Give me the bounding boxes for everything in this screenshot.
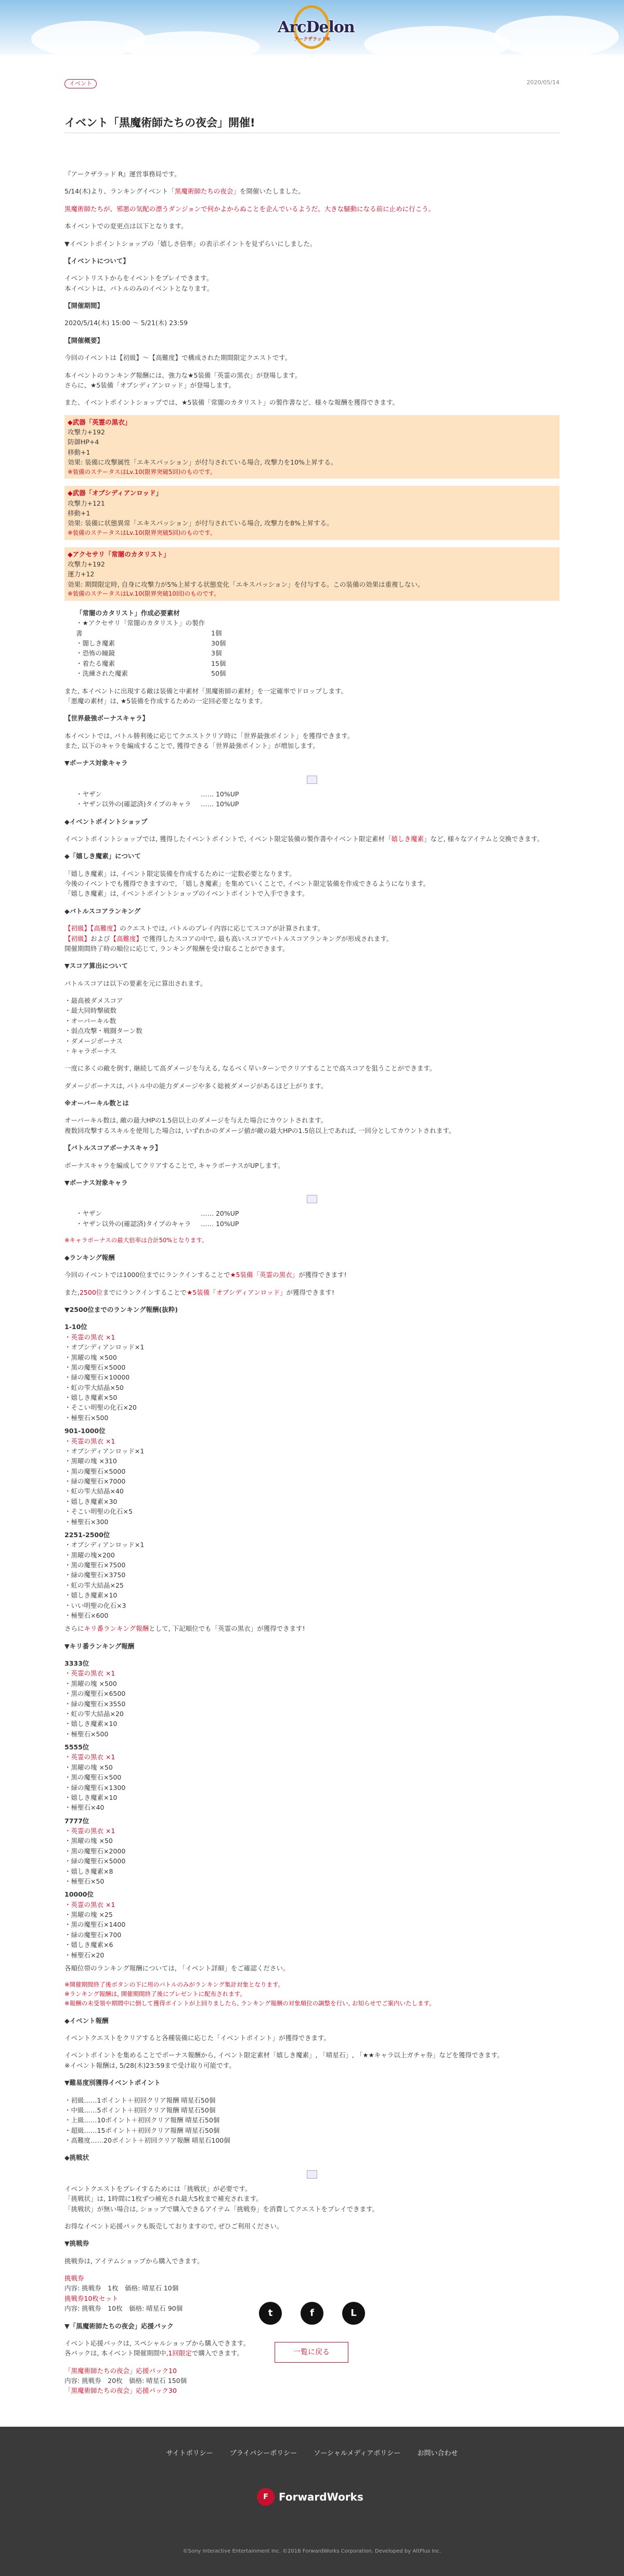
tier-item: ・オブシディアンロッド×1	[64, 1447, 145, 1455]
cloud	[125, 31, 260, 55]
tier-rank: 10000位	[64, 1890, 94, 1899]
ranking-note: ※ランキング報酬は, 開催期間終了後にプレゼントに配布されます。	[64, 1990, 246, 1998]
material-name: ・★アクセサリ「常闇のカタリスト」の製作書	[76, 619, 205, 637]
section-heading: 【開催期間】	[64, 302, 104, 310]
tier-item: ・黒曜の塊 ×50	[64, 1837, 113, 1845]
score-factor: ・最大同時撃破数	[64, 1007, 117, 1015]
tier-item: ・虹の雫大結晶×25	[64, 1581, 124, 1589]
tier-item: ・極聖石×20	[64, 1951, 105, 1959]
equip-stat: 攻撃力+192	[68, 428, 105, 436]
cloud	[364, 26, 510, 55]
tier-item: ・英霊の黒衣 ×1	[64, 1753, 115, 1761]
material-name: ・恐怖の瞳鏡	[76, 649, 115, 658]
tier	[64, 1742, 560, 1813]
tier-item: ・黒の魔聖石×5000	[64, 1467, 126, 1475]
material-count: 50個	[211, 669, 226, 678]
tier	[64, 1816, 560, 1887]
tier-rank: 2251-2500位	[64, 1530, 110, 1539]
pack-detail: 内容: 挑戦券 20枚 価格: 晴星石 150個	[64, 2377, 187, 2385]
section-heading: 【イベントについて】	[64, 256, 129, 265]
material-count: 30個	[211, 639, 226, 648]
section-heading: 【開催概要】	[64, 336, 104, 344]
tier-item: ・嬉しき魔素×10	[64, 1720, 118, 1728]
ranking-note: ※報酬の未受領や期間中に倒して獲得ポイントが上回りましたら, ランキング報酬の対象順位の調整を行い, お知らせでご案内いたします。	[64, 1999, 435, 2007]
copyright: ©Sony Interactive Entertainment Inc. ©2018 ForwardWorks Corporation. Developed by AltPlus Inc.	[183, 2548, 441, 2554]
tier-item: ・黒曜の塊 ×500	[64, 1679, 117, 1688]
intro-changes: 本イベントでの変更点は以下となります。	[64, 222, 188, 230]
score-bonus-chara-list	[76, 1208, 560, 1229]
overview-line: さらに、★5装備「オブシディアンロッド」が登場します。	[64, 381, 236, 389]
tier-item: ・緑の魔聖石×1300	[64, 1783, 126, 1792]
tier-item: ・嬉しき魔素×30	[64, 1497, 118, 1505]
bonus-row	[76, 789, 560, 799]
tier-item: ・極聖石×600	[64, 1611, 109, 1619]
bonus-row	[76, 799, 560, 809]
section-heading: ▼難易度別獲得イベントポイント	[64, 2079, 161, 2087]
bonus-chara-list	[76, 789, 560, 809]
logo-text: ArcDelon	[278, 18, 355, 36]
change-item: ▼イベントポイントショップの「嬉しさ倍率」の表示ポイントを見ずらいにしました。	[64, 239, 317, 248]
tier-item: ・極聖石×40	[64, 1804, 105, 1812]
score-bonus-chara-image	[307, 1195, 317, 1203]
intro: 5/14(木)より、ランキングイベント「黒魔術師たちの夜会」を開催いたしました。	[64, 187, 305, 196]
site-footer	[0, 2427, 624, 2576]
pack-line: 各パックは, 本イベント開催期間中,1回限定で購入できます。	[64, 2349, 243, 2358]
equip-effect: 効果: 装備に攻撃属性「エキスパッション」が付与されている場合, 攻撃力を10%上昇する。	[68, 458, 337, 467]
tier-item: ・嬉しき魔素×10	[64, 1591, 118, 1600]
equip-box	[64, 547, 560, 601]
equip-stat: 防御HP+4	[68, 438, 99, 446]
battle-line: 開催期間終了時の順位に応じて, ランキング報酬を受け取ることができます。	[64, 944, 289, 952]
score-factor-list	[64, 996, 560, 1056]
footer-link-social[interactable]: ソーシャルメディアポリシー	[314, 2450, 401, 2457]
forwardworks-logo[interactable]	[250, 2484, 374, 2510]
tier-item: ・黒曜の塊 ×310	[64, 1457, 117, 1465]
tier-item: ・緑の魔聖石×10000	[64, 1373, 130, 1382]
tier-rank: 3333位	[64, 1659, 89, 1667]
shop-line: イベントポイントショップでは, 獲得したイベントポイントで, イベント限定装備の製作書やイベント限定素材「嬉しき魔素」など, 様々なアイテムと交換できます。	[64, 834, 544, 843]
about-line: 本イベントは、バトルのみのイベントとなります。	[64, 284, 214, 292]
bonus-chara: ・ヤザン以外の(確認済)タイプのキャラ	[76, 800, 191, 808]
ticket-line: 挑戦券は, アイテムショップから購入できます。	[64, 2257, 204, 2265]
tier-item: ・嬉しき魔素×50	[64, 1394, 118, 1401]
equip-effect: 効果: 装備に状態異常「エキスパッション」が付与されている場合, 攻撃力を8%上昇する。	[68, 519, 333, 527]
tier-item: ・黒曜の塊 ×25	[64, 1911, 113, 1918]
tier-item: ・いい明聖の化石×3	[64, 1601, 126, 1609]
bonus-row	[76, 1219, 560, 1229]
tier-item: ・嬉しき魔素×10	[64, 1793, 118, 1801]
battle-line: 複数回攻撃するスキルを使用した場合は, いずれかのダメージ値が敵の最大HPの1.5倍以上であれば, 一回分としてカウントされます。	[64, 1126, 456, 1135]
tier	[64, 1889, 560, 1960]
overview-line: また、イベントポイントショップでは、★5装備「常闇のカタリスト」の製作書など、様々な報酬を獲得できます。	[64, 398, 399, 407]
bonus-chara: ・ヤザン以外の(確認済)タイプのキャラ	[76, 1219, 191, 1228]
kiriban-tiers	[64, 1658, 560, 1960]
tier-item: ・そこい明聖の化石×20	[64, 1403, 137, 1412]
tier-item: ・オブシディアンロッド×1	[64, 1343, 145, 1351]
tier-item: ・黒曜の塊 ×50	[64, 1763, 113, 1771]
tier-item: ・緑の魔聖石×3750	[64, 1571, 126, 1579]
tier-item: ・英霊の黒衣 ×1	[64, 1669, 115, 1678]
ticket-line: イベントクエストをプレイするためには「挑戦状」が必要です。	[64, 2184, 252, 2193]
shop-line: 「嬉しき魔素」は, イベントポイントショップのイベントポイントで入手できます。	[64, 890, 309, 898]
tier-item: ・オブシディアンロッド×1	[64, 1541, 145, 1549]
share-buttons	[259, 2302, 365, 2326]
material-row	[76, 648, 560, 658]
score-factor: ・最高被ダメスコア	[64, 997, 123, 1005]
bonus-rate: …… 20%UP	[201, 1209, 239, 1218]
material-name: ・洗練された魔素	[76, 669, 128, 678]
bonus-chara: ・ヤザン	[76, 1209, 102, 1218]
score-factor: ・オーバーキル数	[64, 1016, 116, 1025]
material-count: 1個	[211, 629, 222, 637]
tier-item: ・黒の魔聖石×1400	[64, 1921, 126, 1929]
first-clear-item: ・上級……10ポイント＋初回クリア報酬 晴星石50個	[64, 2116, 220, 2124]
facebook-icon[interactable]: f	[301, 2302, 323, 2325]
tier	[64, 1530, 560, 1620]
tier-item: ・虹の雫大結晶×20	[64, 1709, 124, 1718]
ranking-line: また,2500位までにランクインすることで★5装備「オブシディアンロッド」が獲得できます!	[64, 1288, 334, 1296]
equip-name: ◆アクセサリ「常闇のカタリスト」	[68, 550, 170, 558]
shop-line: 「嬉しき魔素」は, イベント限定装備を作成するために一定数必要となります。	[64, 869, 296, 878]
material-row	[76, 659, 560, 668]
section-heading: ▼ボーナス対象キャラ	[64, 1178, 128, 1187]
tier-item: ・黒の魔聖石×2000	[64, 1847, 126, 1855]
battle-line: 【初級】【高難度】のクエストでは, バトルのプレイ内容に応じてスコアが計算されます。	[64, 924, 324, 933]
tier-item: ・緑の魔聖石×3550	[64, 1699, 126, 1708]
bonus-rate: …… 10%UP	[201, 790, 239, 798]
material-count: 3個	[211, 649, 222, 658]
ranking-note: ※開催期間終了後ボタンの下に用のバトルのみがランキング集計対象となります。	[64, 1981, 284, 1989]
site-header	[0, 0, 624, 55]
tier-item: ・黒曜の塊×200	[64, 1551, 115, 1559]
overview-line: 本イベントのランキング報酬には、強力な★5装備「英霊の黒衣」が登場します。	[64, 371, 302, 379]
score-factor: ・キャラポーナス	[64, 1047, 116, 1055]
pack-name: 「黒魔術師たちの夜会」応援パック30	[64, 2387, 177, 2395]
equip-box	[64, 486, 560, 539]
cloud	[494, 16, 619, 55]
boost-line: また, 以下のキャラを編成することで, 獲得できる「世界最強ポイント」が増加します。	[64, 742, 319, 750]
section-heading: ◆ランキング報酬	[64, 1253, 115, 1261]
intro-story: 黒魔術師たちが、邪悪の気配の漂うダンジョンで何かよからぬことを企んでいるようだ。大きな騒動になる前に止めに行こう。	[64, 204, 435, 213]
material-count: 15個	[211, 659, 226, 667]
tier-item: ・英霊の黒衣 ×1	[64, 1333, 115, 1341]
tier-rank: 1-10位	[64, 1323, 87, 1331]
category-badge: イベント	[64, 79, 97, 88]
battle-line: オーバーキル数は, 敵の最大HPの1.5倍以上のダメージを与えた場合にカウントされます。	[64, 1116, 328, 1125]
article-body	[64, 169, 560, 2395]
battle-line: 【初級】および【高難度】で獲得したスコアの中で, 最も高いスコアでバトルスコアランキングが形成されます。	[64, 934, 393, 943]
ticket-product-detail: 内容: 挑戦券 1枚 価格: 晴星石 10個	[64, 2284, 179, 2292]
article-title: イベント「黒魔術師たちの夜会」開催!	[64, 117, 255, 129]
ticket-product: 挑戦券	[64, 2274, 84, 2283]
tier-item: ・虹の雫大結晶×40	[64, 1487, 124, 1496]
section-heading: ※オーバーキル数とは	[64, 1099, 129, 1107]
catalyst-heading: 「常闇のカタリスト」作成必要素材	[76, 609, 180, 617]
tier-item: ・黒の魔聖石×500	[64, 1773, 122, 1782]
tier	[64, 1658, 560, 1739]
tier-item: ・虹の雫大結晶×50	[64, 1383, 124, 1392]
drop-note: また, 本イベントに出現する敵は装備と中素材「黒魔術師の素材」を一定確率でドロップします。	[64, 687, 347, 695]
first-clear-item: ・中級……5ポイント＋初回クリア報酬 晴星石50個	[64, 2106, 216, 2114]
tier	[64, 1322, 560, 1423]
reward-line: イベントクエストをクリアすると各種装備に応じた「イベントポイント」が獲得できます。	[64, 2034, 331, 2042]
ranking-line: さらにキリ番ランキング報酬として, 下記順位でも「英霊の黒衣」が獲得できます!	[64, 1625, 305, 1633]
ranking-tiers	[64, 1322, 560, 1620]
equip-stat: 移動+1	[68, 509, 90, 518]
pack-list	[64, 2366, 560, 2395]
section-heading: ▼キリ番ランキング報酬	[64, 1642, 135, 1650]
equip-stat: 運力+12	[68, 570, 95, 578]
battle-line: バトルスコアは以下の要素を元に算出されます。	[64, 979, 207, 987]
ranking-notes	[64, 1980, 560, 2008]
bonus-row	[76, 1208, 560, 1218]
pack-line: イベント応援パックは, スペシャルショップから購入できます。	[64, 2339, 250, 2347]
boost-line: 本イベントでは, バトル勝利後に応じてクエストクリア時に「世界最強ポイント」を獲得できます。	[64, 731, 354, 740]
drop-note: 「悪魔の素材」は, ★5装備を作成するための一定回必要となります。	[64, 697, 267, 705]
footer-link-site-policy[interactable]: サイトポリシー	[166, 2450, 213, 2457]
event-period: 2020/5/14(木) 15:00 ～ 5/21(木) 23:59	[64, 319, 188, 327]
greeting: 『アークザラッド R』運営事務局です。	[64, 170, 181, 178]
tier-item: ・英霊の黒衣 ×1	[64, 1900, 115, 1909]
post-date: 2020/05/14	[526, 79, 560, 86]
tier-item: ・黒曜の塊 ×500	[64, 1353, 117, 1361]
overview-line: 今回のイベントは【初級】～【高難度】で構成された期間限定クエストです。	[64, 354, 292, 362]
twitter-icon[interactable]: t	[259, 2302, 282, 2325]
ticket-product: 挑戦券10枚セット	[64, 2294, 119, 2302]
tier-item: ・極聖石×500	[64, 1730, 109, 1738]
tier-rank: 7777位	[64, 1817, 89, 1825]
bonus-rate: …… 10%UP	[201, 800, 239, 808]
equip-note: ※装備のステータスはLv.10(限界突破5回)のものです。	[68, 468, 216, 475]
material-row	[76, 668, 560, 678]
tier-item: ・緑の魔聖石×5000	[64, 1857, 126, 1865]
ranking-line: 各順位帯のランキング報酬については, 「イベント詳細」をご確認ください。	[64, 1964, 290, 1972]
ticket-image	[307, 2170, 317, 2179]
equip-effect: 効果: 期間限定時, 自身に攻撃力が5%上昇する状態変化「エキスパッション」を付与する。この装備の効果は重複しない。	[68, 580, 424, 588]
equipment-list	[64, 415, 560, 601]
footer-nav	[0, 2449, 624, 2459]
section-heading: ▼挑戦券	[64, 2239, 89, 2248]
material-name: ・着たる魔素	[76, 659, 115, 667]
section-heading: ▼「黒魔術師たちの夜会」応援パック	[64, 2322, 174, 2330]
tier	[64, 1426, 560, 1527]
section-heading: ◆挑戦状	[64, 2154, 89, 2162]
section-heading: ◆イベントポイントショップ	[64, 817, 148, 826]
reward-line: ※イベント報酬は, 5/28(木)23:59まで受け取り可能です。	[64, 2061, 236, 2069]
shop-line: 今後のイベントでも獲得できますので, 「嬉しき魔素」を集めていくことで, イベント限定装備を作成できるようになります。	[64, 880, 430, 888]
footer-link-privacy[interactable]: プライバシーポリシー	[229, 2450, 297, 2457]
section-heading: ▼ボーナス対象キャラ	[64, 759, 128, 767]
tier-item: ・英霊の黒衣 ×1	[64, 1437, 115, 1445]
back-to-list-button[interactable]: 一覧に戻る	[275, 2342, 348, 2363]
line-icon[interactable]: L	[342, 2302, 365, 2325]
material-name: ・闇しき魔素	[76, 639, 115, 648]
tier-item: ・緑の魔聖石×7000	[64, 1477, 126, 1485]
material-row	[76, 618, 560, 638]
bonus-chara-image	[307, 776, 317, 784]
tier-item: ・黒の魔聖石×7500	[64, 1561, 126, 1569]
equip-box	[64, 415, 560, 479]
equip-stat: 攻撃力+121	[68, 499, 105, 507]
ticket-line: 「挑戦状」は, 1時間に1枚ずつ補充され最大5枚まで補充されます。	[64, 2195, 263, 2203]
section-heading: 【バトルスコアボーナスキャラ】	[64, 1144, 162, 1152]
score-factor: ・弱点攻撃・戦闘ターン数	[64, 1027, 142, 1035]
first-clear-list	[64, 2095, 560, 2146]
tier-item: ・嬉しき魔素×6	[64, 1941, 113, 1949]
tier-rank: 5555位	[64, 1743, 89, 1751]
tier-item: ・英霊の黒衣 ×1	[64, 1827, 115, 1835]
tier-rank: 901-1000位	[64, 1427, 106, 1435]
ticket-product-detail: 内容: 挑戦券 10枚 価格: 晴星石 90個	[64, 2304, 183, 2313]
footer-link-contact[interactable]: お問い合わせ	[417, 2450, 458, 2457]
first-clear-item: ・初級……1ポイント＋初回クリア報酬 晴星石50個	[64, 2096, 216, 2104]
forwardworks-mark-icon: F	[257, 2488, 275, 2506]
tier-item: ・緑の魔聖石×700	[64, 1930, 122, 1939]
first-clear-item: ・高難度……20ポイント＋初回クリア報酬 晴星石100個	[64, 2136, 230, 2145]
equip-note: ※装備のステータスはLv.10(限界突破5回)のものです。	[68, 529, 216, 536]
battle-line: 一度に多くの敵を倒す, 継続して高ダメージを与える, なるべく早いターンでクリアすることで高スコアを狙うことができます。	[64, 1064, 436, 1073]
section-heading: ◆バトルスコアランキング	[64, 907, 141, 915]
pack-name: 「黒魔術師たちの夜会」応援パック10	[64, 2366, 177, 2375]
logo-subtitle: アークザラッドR	[294, 37, 330, 42]
score-boost-line: ボーナスキャラを編成してクリアすることで, キャラボーナスがUPします。	[64, 1161, 284, 1169]
section-heading: 【世界最強ボーナスキャラ】	[64, 714, 149, 723]
bonus-rate: …… 10%UP	[201, 1219, 239, 1228]
tier-item: ・嬉しき魔素×8	[64, 1867, 113, 1875]
section-heading: ▼2500位までのランキング報酬(抜粋)	[64, 1306, 178, 1313]
tier-item: ・黒の魔聖石×6500	[64, 1690, 126, 1698]
ranking-line: 今回のイベントでは1000位までにランクインすることで★5装備「英霊の黒衣」が獲得できます!	[64, 1271, 347, 1279]
equip-stat: 移動+1	[68, 448, 90, 456]
game-logo[interactable]	[278, 3, 355, 51]
section-heading: ◆イベント報酬	[64, 2016, 109, 2025]
score-boost-note: ※キャラボーナスの最大倍率は合計50%となります。	[64, 1237, 208, 1244]
about-line: イベントリストからをイベントをプレイできます。	[64, 274, 213, 282]
tier-item: ・そこい明聖の化石×5	[64, 1508, 133, 1516]
bonus-chara: ・ヤザン	[76, 790, 102, 798]
ticket-line: お得なイベント応援パックも販売しておりますので, ぜひご利用ください。	[64, 2222, 283, 2230]
section-heading: ◆「嬉しき魔素」について	[64, 852, 141, 860]
section-heading: ▼スコア算出について	[64, 962, 128, 970]
reward-line: イベントポイントを集めることでボーナス報酬から, イベント限定素材「嬉しき魔素」, 「晴星石」, 「★★キャラ以上ガチャ券」などを獲得できます。	[64, 2051, 504, 2059]
catalyst-materials	[76, 608, 560, 679]
first-clear-item: ・超級……15ポイント＋初回クリア報酬 晴星石50個	[64, 2126, 220, 2134]
tier-item: ・極聖石×50	[64, 1877, 105, 1885]
tier-item: ・極聖石×300	[64, 1517, 109, 1526]
tier-item: ・極聖石×500	[64, 1413, 109, 1422]
equip-note: ※装備のステータスはLv.10(限界突破10回)のものです。	[68, 590, 220, 598]
score-factor: ・ダメージボーナス	[64, 1037, 123, 1045]
tier-item: ・黒の魔聖石×5000	[64, 1363, 126, 1371]
equip-stat: 攻撃力+192	[68, 560, 105, 568]
brand-name: ForwardWorks	[279, 2491, 363, 2503]
material-row	[76, 638, 560, 648]
battle-line: ダメージボーナスは, バトル中の能力ダメージや多く総被ダメージがあるほど上がります。	[64, 1081, 328, 1090]
equip-name: ◆武器「オブシディアンロッド」	[68, 489, 162, 497]
equip-name: ◆武器「英霊の黒衣」	[68, 418, 132, 426]
ticket-line: 「挑戦状」が無い場合は, ショップで購入できるアイテム「挑戦券」を消費してクエストをプレイできます。	[64, 2205, 379, 2213]
